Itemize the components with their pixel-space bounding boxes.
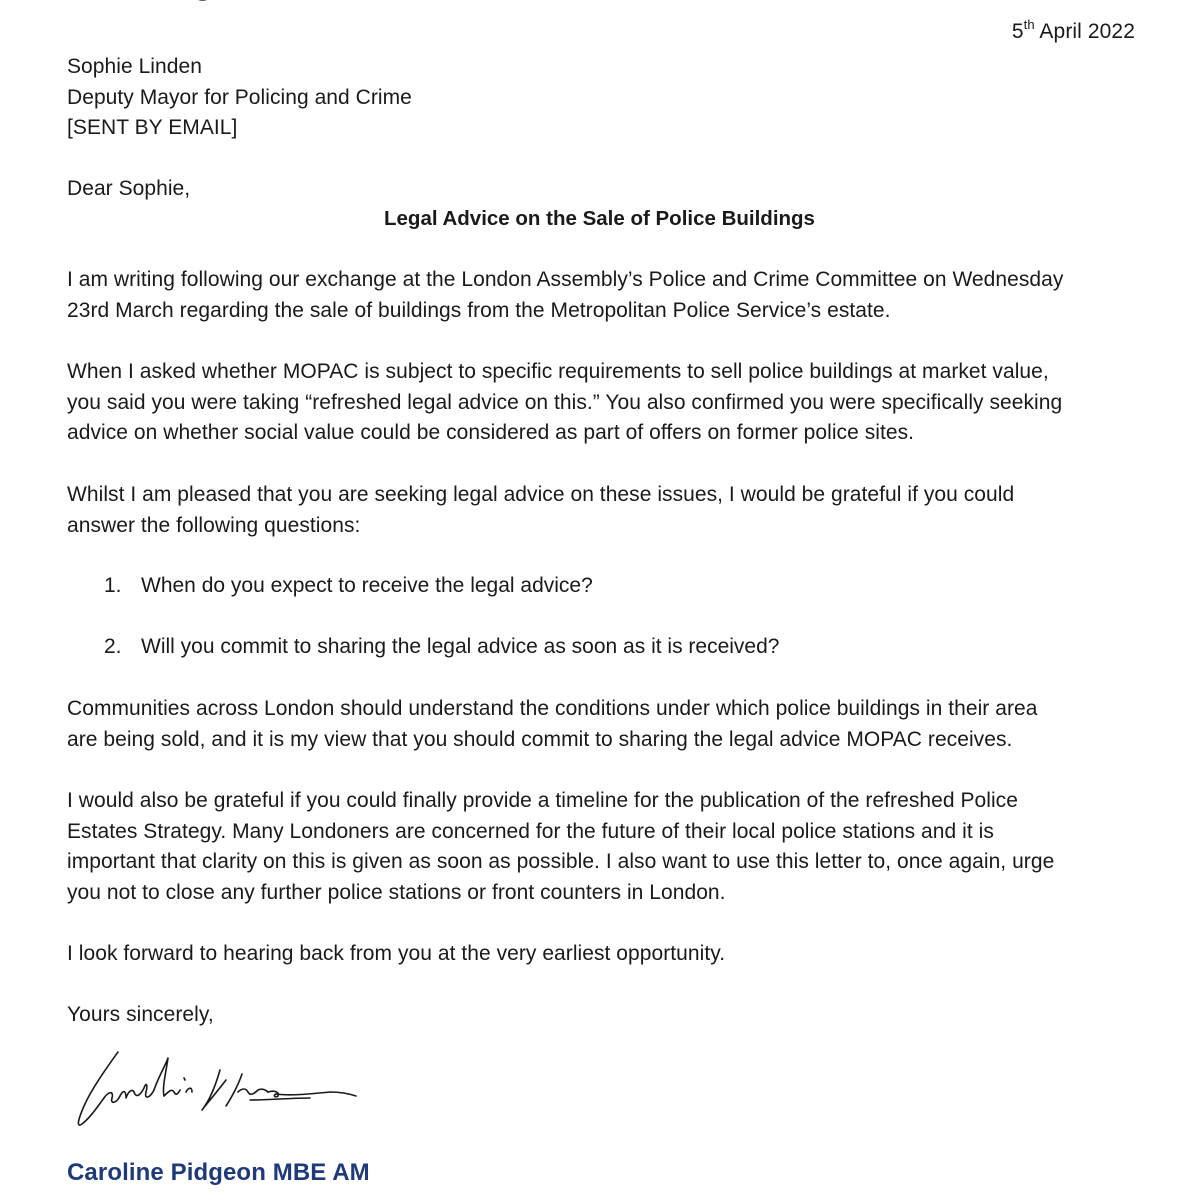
recipient-title: Deputy Mayor for Policing and Crime (67, 85, 412, 109)
paragraph-4: Communities across London should understand the conditions under which police buildings in their area are being sold, and it is my view that you should commit to sharing the legal advice MOPAC receives. (67, 697, 1038, 751)
paragraph-1: I am writing following our exchange at the London Assembly’s Police and Crime Committee on Wednesday 23rd March regarding the sale of buildings from the Metropolitan Police Service’s estate. (67, 268, 1064, 322)
handwritten-signature-icon (70, 1048, 360, 1128)
question-item (104, 632, 779, 662)
question-number: 1. (104, 574, 122, 597)
closing: Yours sincerely, (67, 1003, 214, 1026)
letterhead-fragment (190, 0, 290, 6)
question-text: Will you commit to sharing the legal advice as soon as it is received? (141, 635, 780, 658)
salutation: Dear Sophie, (67, 177, 191, 200)
question-text: When do you expect to receive the legal advice? (141, 574, 593, 597)
paragraph-6: I look forward to hearing back from you at the very earliest opportunity. (67, 942, 726, 965)
recipient-address (67, 52, 1147, 144)
letterhead-logo-icon (190, 0, 290, 6)
paragraph-3: Whilst I am pleased that you are seeking legal advice on these issues, I would be grateful if you could answer the following questions: (67, 483, 1015, 537)
letter-date: 5th April 2022 (1011, 17, 1135, 43)
paragraph-5: I would also be grateful if you could finally provide a timeline for the publication of the refreshed Police Estates Strategy. Many Londoners are concerned for the future of their local police stations and it is important that clarity on this is given as soon as possible. I also want to use this letter to, once again, urge you not to close any further police stations or front counters in London. (67, 789, 1055, 904)
paragraph-2: When I asked whether MOPAC is subject to specific requirements to sell police buildings at market value, you said you were taking “refreshed legal advice on this.” You also confirmed you were specifically seeking advice on whether social value could be considered as part of offers on former police sites. (67, 360, 1063, 445)
subject-heading: Legal Advice on the Sale of Police Buildings (384, 207, 815, 230)
recipient-name: Sophie Linden (67, 55, 202, 78)
question-number: 2. (104, 635, 122, 658)
signatory-name: Caroline Pidgeon MBE AM (67, 1159, 370, 1186)
delivery-note: [SENT BY EMAIL] (67, 116, 238, 140)
question-item (104, 571, 593, 601)
